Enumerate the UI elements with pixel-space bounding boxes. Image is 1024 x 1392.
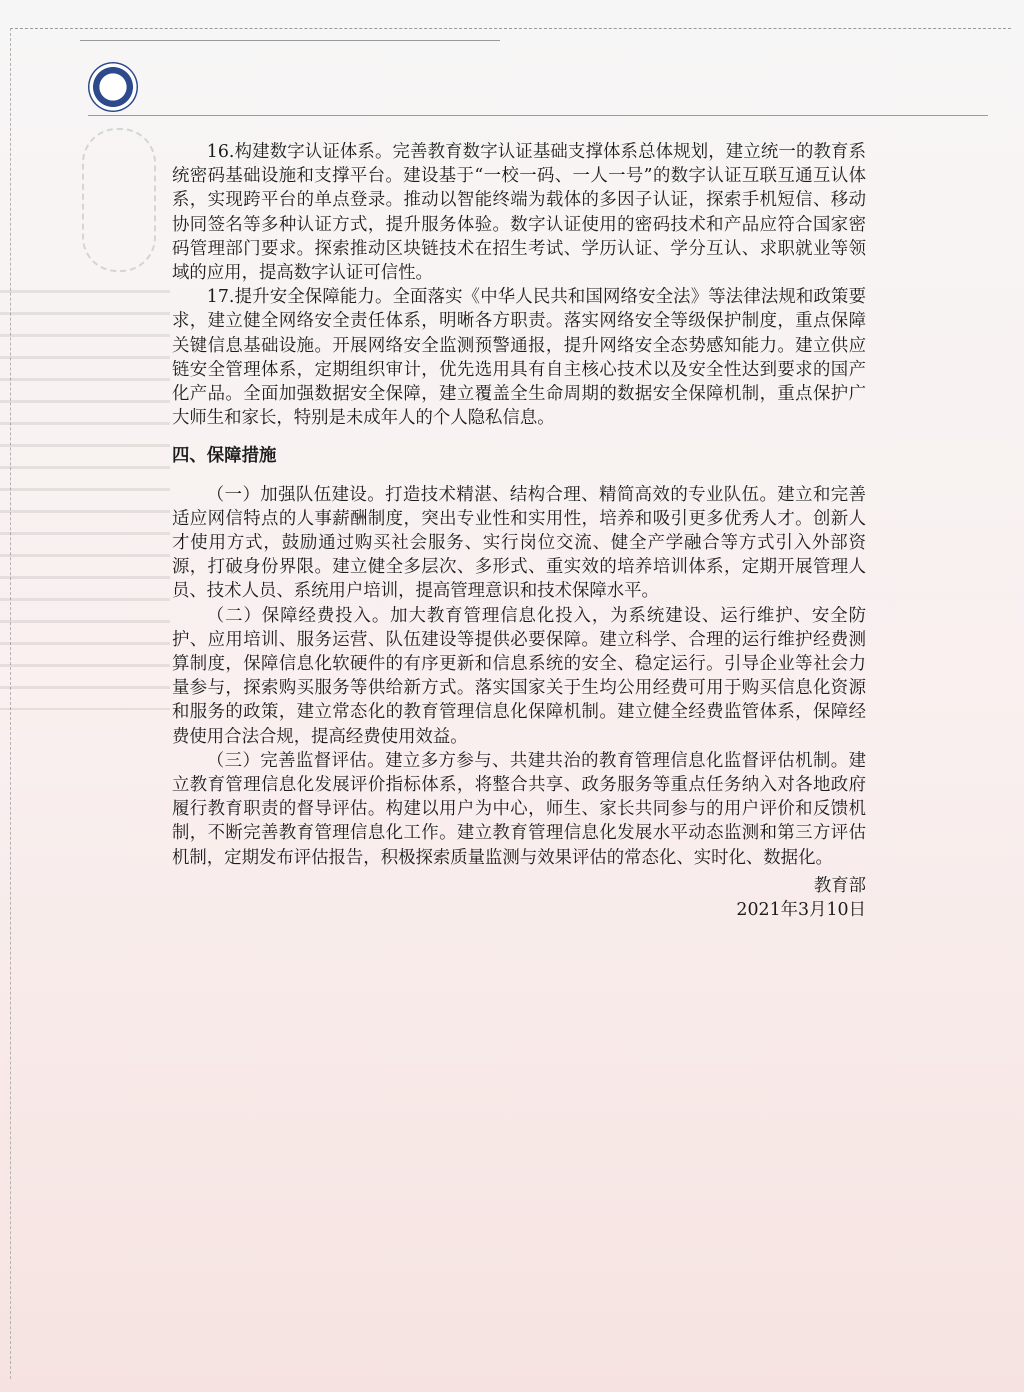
paragraph-17: 17.提升安全保障能力。全面落实《中华人民共和国网络安全法》等法律法规和政策要求，建立健全网络安全责任体系，明晰各方职责。落实网络安全等级保护制度，重点保障关键信息基础设施。开展网络安全监测预警通报，提升网络安全态势感知能力。建立供应链安全管理体系，定期组织审计，优先选用具有自主核心技术以及安全性达到要求的国产化产品。全面加强数据安全保障，建立覆盖全生命周期的数据安全保障机制，重点保护广大师生和家长，特别是未成年人的个人隐私信息。 [172, 287, 866, 429]
paragraph-supervision: （三）完善监督评估。建立多方参与、共建共治的教育管理信息化监督评估机制。建立教育管理信息化发展评价指标体系，将整合共享、政务服务等重点任务纳入对各地政府履行教育职责的督导评估。构建以用户为中心，师生、家长共同参与的用户评价和反馈机制，不断完善教育管理信息化工作。建立教育管理信息化发展水平动态监测和第三方评估机制，定期发布评估报告，积极探索质量监测与效果评估的常态化、实时化、数据化。 [172, 750, 866, 868]
top-divider [80, 40, 500, 41]
faded-seal-icon [82, 128, 156, 272]
signature-block [172, 874, 866, 922]
header-rule [88, 115, 988, 116]
bleed-through-text [0, 290, 170, 710]
paragraph-team: （一）加强队伍建设。打造技术精湛、结构合理、精简高效的专业队伍。建立和完善适应网信特点的人事薪酬制度，突出专业性和实用性，培养和吸引更多优秀人才。创新人才使用方式，鼓励通过购买社会服务、实行岗位交流、健全产学融合等方式引入外部资源，打破身份界限。建立健全多层次、多形式、重实效的培养培训体系，定期开展管理人员、技术人员、系统用户培训，提高管理意识和技术保障水平。 [172, 484, 866, 602]
page-header [88, 60, 988, 116]
paragraph-funding: （二）保障经费投入。加大教育管理信息化投入，为系统建设、运行维护、安全防护、应用培训、服务运营、队伍建设等提供必要保障。建立科学、合理的运行维护经费测算制度，保障信息化软硬件的有序更新和信息系统的安全、稳定运行。引导企业等社会力量参与，探索购买服务等供给新方式。落实国家关于生均公用经费可用于购买信息化资源和服务的政策，建立常态化的教育管理信息化保障机制。建立健全经费监管体系，保障经费使用合法合规，提高经费使用效益。 [172, 605, 866, 747]
school-logo-icon [88, 62, 138, 112]
section-heading: 四、保障措施 [172, 446, 277, 467]
paragraph-16: 16.构建数字认证体系。完善教育数字认证基础支撑体系总体规划，建立统一的教育系统密码基础设施和支撑平台。建设基于“一校一码、一人一号”的数字认证互联互通互认体系，实现跨平台的单点登录。推动以智能终端为载体的多因子认证，探索手机短信、移动协同签名等多种认证方式，提升服务体验。数字认证使用的密码技术和产品应符合国家密码管理部门要求。探索推动区块链技术在招生考试、学历认证、学分互认、求职就业等领域的应用，提高数字认证可信性。 [172, 142, 866, 284]
document-body [172, 140, 866, 922]
signature-date: 2021年3月10日 [736, 900, 866, 921]
signature-org: 教育部 [813, 875, 866, 896]
